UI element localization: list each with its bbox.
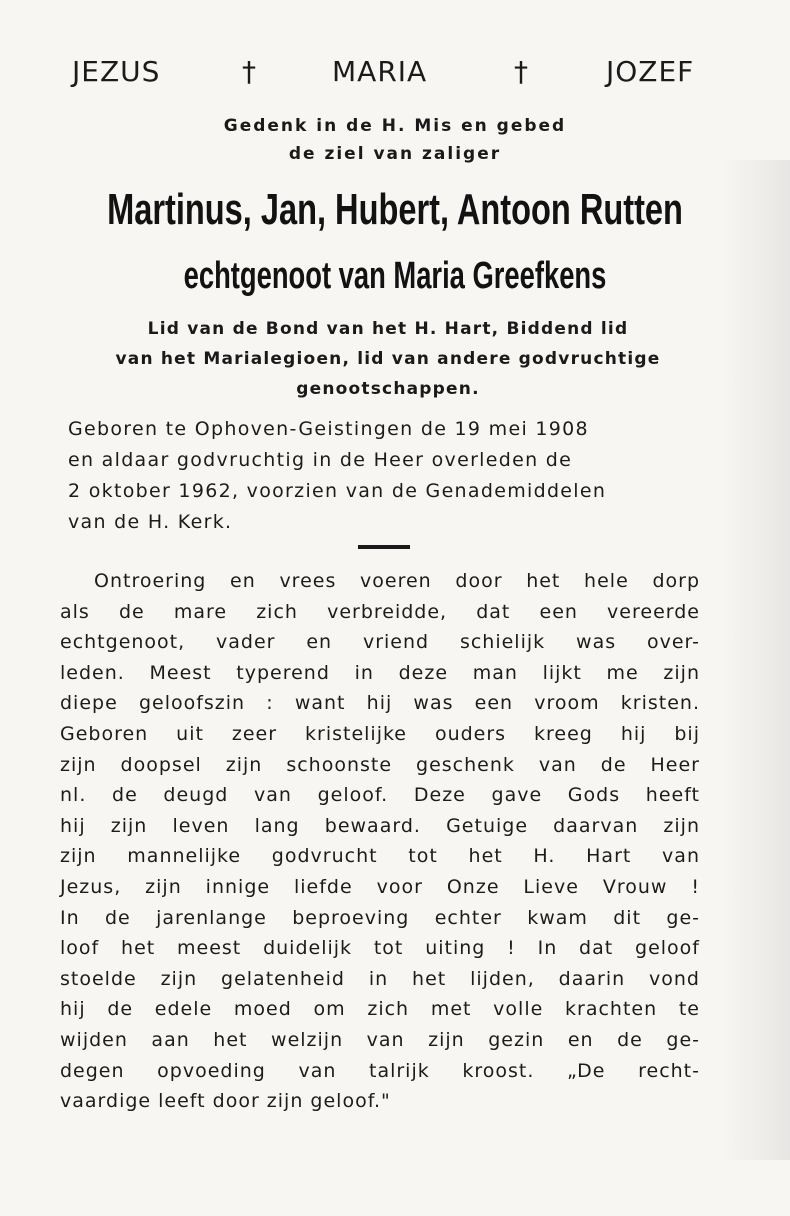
spouse-line: echtgenoot van Maria Greefkens — [183, 255, 607, 297]
eulogy-line: wijden aan het welzijn van zijn gezin en de ge- — [60, 1028, 700, 1051]
intro-line-2: de ziel van zaliger — [288, 144, 502, 164]
memberships-line-2: van het Marialegioen, lid van andere godvruchtige — [115, 349, 661, 369]
eulogy-line: nl. de deugd van geloof. Deze gave Gods heeft — [60, 784, 700, 807]
eulogy-line: echtgenoot, vader en vriend schielijk was over- — [60, 631, 700, 654]
cross-icon: † — [242, 55, 257, 88]
eulogy-line: degen opvoeding van talrijk kroost. „De recht- — [60, 1059, 700, 1082]
deceased-name: Martinus, Jan, Hubert, Antoon Rutten — [107, 185, 683, 234]
eulogy-line: zijn mannelijke godvrucht tot het H. Hart van — [60, 845, 700, 868]
eulogy-line: als de mare zich verbreidde, dat een vereerde — [60, 600, 700, 623]
eulogy-text — [60, 566, 700, 1117]
eulogy-line: loof het meest duidelijk tot uiting ! In dat geloof — [60, 937, 700, 960]
intro-text — [0, 112, 790, 168]
birth-line-3: 2 oktober 1962, voorzien van de Genademiddelen — [68, 480, 607, 502]
eulogy-line: leden. Meest typerend in deze man lijkt me zijn — [60, 661, 700, 684]
header-jozef: JOZEF — [606, 55, 695, 88]
header-maria: MARIA — [332, 55, 428, 88]
holy-names-header — [72, 52, 708, 96]
memberships-line-3: genootschappen. — [296, 379, 480, 399]
birth-line-1: Geboren te Ophoven-Geistingen de 19 mei 1908 — [68, 418, 589, 440]
eulogy-line: vaardige leeft door zijn geloof." — [60, 1090, 391, 1113]
memberships-text — [68, 314, 708, 404]
paper-bleed-through — [720, 160, 790, 1160]
intro-line-1: Gedenk in de H. Mis en gebed — [223, 116, 567, 136]
eulogy-line: In de jarenlange beproeving echter kwam dit ge- — [60, 906, 700, 929]
eulogy-line: Jezus, zijn innige liefde voor Onze Lieve Vrouw ! — [60, 875, 700, 898]
eulogy-line: zijn doopsel zijn schoonste geschenk van de Heer — [60, 753, 700, 776]
eulogy-line: Geboren uit zeer kristelijke ouders kreeg hij bij — [60, 722, 700, 745]
eulogy-line: hij zijn leven lang bewaard. Getuige daarvan zijn — [60, 814, 700, 837]
cross-icon: † — [514, 55, 529, 88]
header-jezus: JEZUS — [72, 55, 161, 88]
eulogy-line: Ontroering en vrees voeren door het hele dorp — [94, 570, 700, 592]
birth-line-2: en aldaar godvruchtig in de Heer overleden de — [68, 449, 573, 471]
memberships-line-1: Lid van de Bond van het H. Hart, Biddend lid — [147, 319, 629, 339]
eulogy-line: diepe geloofszin : want hij was een vroom kristen. — [60, 692, 700, 715]
eulogy-line: stoelde zijn gelatenheid in het lijden, daarin vond — [60, 967, 700, 990]
birth-line-4: van de H. Kerk. — [68, 511, 233, 533]
birth-death-text — [68, 414, 708, 538]
eulogy-line: hij de edele moed om zich met volle krachten te — [60, 998, 700, 1021]
divider-rule — [358, 545, 410, 549]
